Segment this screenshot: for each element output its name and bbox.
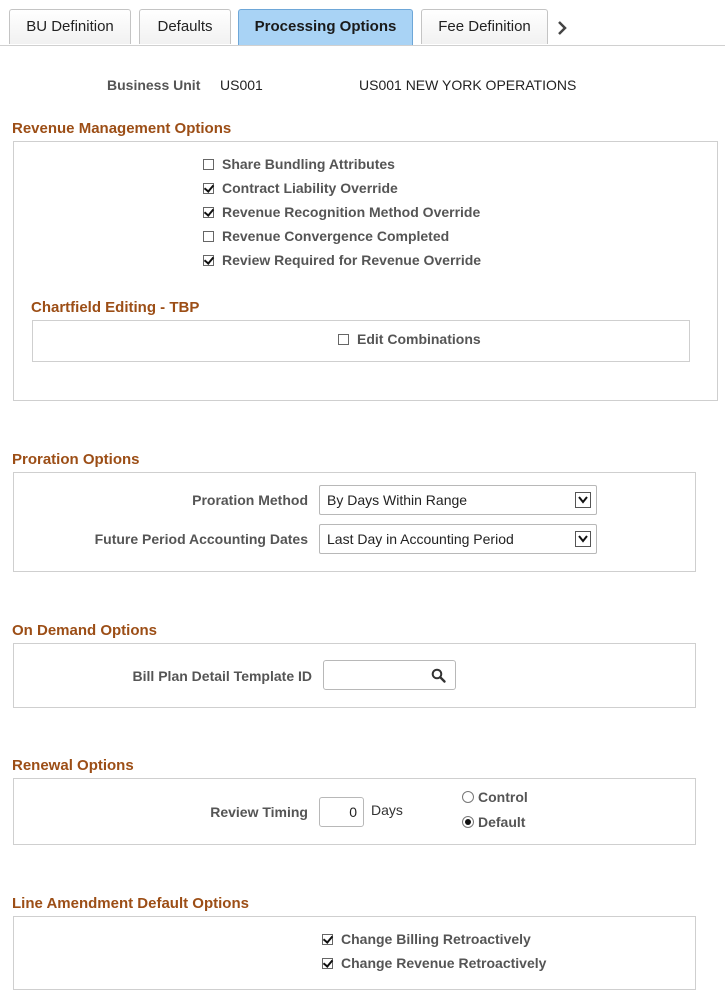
- control-option[interactable]: [462, 789, 528, 805]
- revenue-management-title: Revenue Management Options: [12, 120, 232, 137]
- control-radio[interactable]: [462, 791, 474, 803]
- edit-combinations-label: Edit Combinations: [357, 331, 481, 347]
- default-option[interactable]: [462, 814, 525, 830]
- revenue-convergence-checkbox[interactable]: [203, 231, 214, 242]
- review-timing-label: Review Timing: [210, 804, 308, 820]
- business-unit-label: Business Unit: [107, 77, 201, 93]
- chevron-right-icon[interactable]: [553, 16, 573, 40]
- default-label: Default: [478, 814, 526, 830]
- default-radio[interactable]: [462, 816, 474, 828]
- business-unit-description: US001 NEW YORK OPERATIONS: [359, 77, 577, 93]
- chartfield-editing-title: Chartfield Editing - TBP: [31, 299, 200, 316]
- on-demand-options-title: On Demand Options: [12, 622, 158, 639]
- future-period-dates-select[interactable]: [319, 524, 597, 554]
- change-revenue-option[interactable]: [322, 953, 546, 973]
- line-amendment-title: Line Amendment Default Options: [12, 895, 249, 912]
- proration-options-title: Proration Options: [12, 451, 140, 468]
- days-label: Days: [371, 802, 403, 818]
- revenue-recognition-option[interactable]: [203, 202, 480, 222]
- tab-processing-options[interactable]: Processing Options: [238, 9, 413, 45]
- review-required-label: Review Required for Revenue Override: [222, 252, 482, 268]
- revenue-convergence-label: Revenue Convergence Completed: [222, 228, 450, 244]
- business-unit-value: US001: [220, 77, 263, 93]
- search-icon[interactable]: [431, 668, 447, 684]
- future-period-dates-label: Future Period Accounting Dates: [94, 531, 308, 547]
- tab-bu-definition[interactable]: BU Definition: [9, 9, 131, 44]
- bill-plan-template-input[interactable]: [323, 660, 456, 690]
- revenue-recognition-checkbox[interactable]: [203, 207, 214, 218]
- future-period-dates-value: Last Day in Accounting Period: [327, 531, 514, 547]
- proration-method-select[interactable]: [319, 485, 597, 515]
- change-billing-checkbox[interactable]: [322, 934, 333, 945]
- tab-fee-definition[interactable]: Fee Definition: [421, 9, 548, 44]
- change-revenue-label: Change Revenue Retroactively: [341, 955, 547, 971]
- review-required-checkbox[interactable]: [203, 255, 214, 266]
- bill-plan-template-label: Bill Plan Detail Template ID: [132, 668, 312, 684]
- review-required-option[interactable]: [203, 250, 481, 270]
- tab-defaults[interactable]: Defaults: [139, 9, 231, 44]
- chevron-down-icon[interactable]: [575, 531, 591, 547]
- contract-liability-label: Contract Liability Override: [222, 180, 398, 196]
- edit-combinations-checkbox[interactable]: [338, 334, 349, 345]
- share-bundling-label: Share Bundling Attributes: [222, 156, 395, 172]
- tab-divider: [0, 45, 725, 46]
- share-bundling-option[interactable]: [203, 154, 395, 174]
- proration-method-value: By Days Within Range: [327, 492, 468, 508]
- chevron-down-icon[interactable]: [575, 492, 591, 508]
- proration-method-label: Proration Method: [192, 492, 308, 508]
- review-timing-input[interactable]: 0: [319, 797, 364, 827]
- edit-combinations-option[interactable]: [338, 329, 481, 349]
- share-bundling-checkbox[interactable]: [203, 159, 214, 170]
- contract-liability-option[interactable]: [203, 178, 398, 198]
- revenue-convergence-option[interactable]: [203, 226, 449, 246]
- renewal-options-title: Renewal Options: [12, 757, 134, 774]
- revenue-recognition-label: Revenue Recognition Method Override: [222, 204, 481, 220]
- change-billing-option[interactable]: [322, 929, 531, 949]
- change-revenue-checkbox[interactable]: [322, 958, 333, 969]
- change-billing-label: Change Billing Retroactively: [341, 931, 531, 947]
- control-label: Control: [478, 789, 528, 805]
- contract-liability-checkbox[interactable]: [203, 183, 214, 194]
